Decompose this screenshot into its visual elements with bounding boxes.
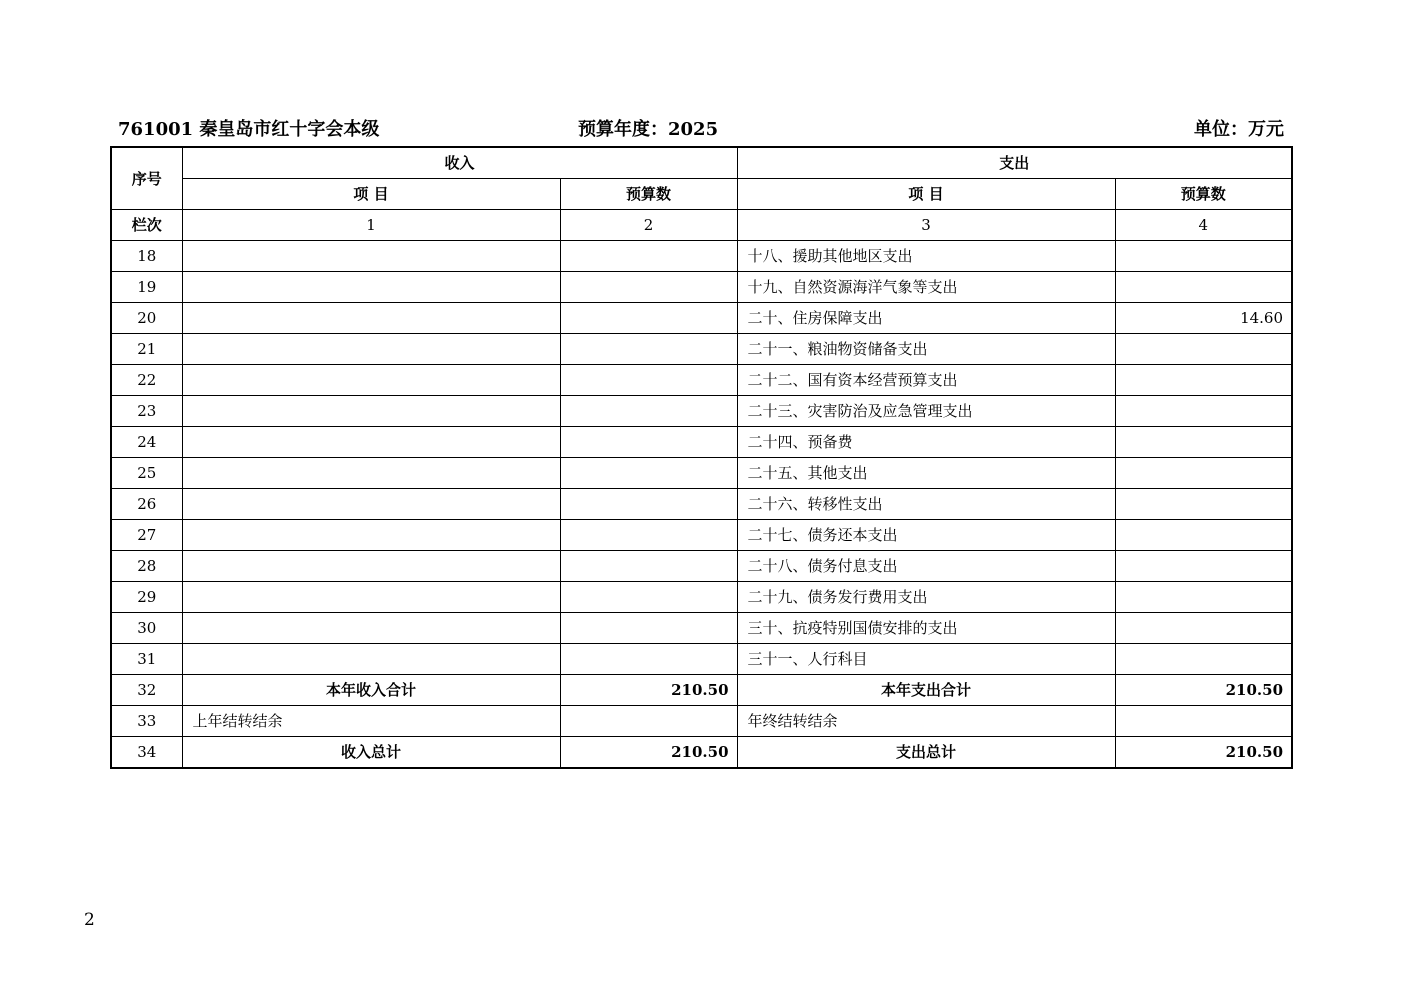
- table-row: [111, 272, 1292, 303]
- expense-amount-cell: 210.50: [1115, 737, 1292, 769]
- income-item-cell: [182, 644, 560, 675]
- expense-item-cell: 年终结转结余: [737, 706, 1115, 737]
- income-item-cell: [182, 365, 560, 396]
- row-seq: 25: [111, 458, 182, 489]
- row-seq: 31: [111, 644, 182, 675]
- table-row: [111, 365, 1292, 396]
- table-row: [111, 396, 1292, 427]
- income-item-cell: [182, 241, 560, 272]
- expense-amount-cell: [1115, 396, 1292, 427]
- expense-amount-cell: [1115, 241, 1292, 272]
- expense-item-cell: 二十四、预备费: [737, 427, 1115, 458]
- income-item-cell: [182, 489, 560, 520]
- expense-amount-cell: [1115, 644, 1292, 675]
- income-amount-cell: [560, 582, 737, 613]
- document-header: [118, 116, 1284, 144]
- income-amount-cell: [560, 613, 737, 644]
- income-budget-header: 预算数: [560, 179, 737, 210]
- currency-unit-label: 单位：万元: [1194, 119, 1284, 140]
- income-amount-cell: [560, 706, 737, 737]
- row-seq: 32: [111, 675, 182, 706]
- row-seq: 20: [111, 303, 182, 334]
- expense-amount-cell: [1115, 613, 1292, 644]
- row-seq: 26: [111, 489, 182, 520]
- table-row: [111, 303, 1292, 334]
- income-item-cell: [182, 613, 560, 644]
- income-amount-cell: [560, 365, 737, 396]
- expense-item-header: 项 目: [737, 179, 1115, 210]
- row-seq: 23: [111, 396, 182, 427]
- expense-amount-cell: [1115, 427, 1292, 458]
- table-row: [111, 489, 1292, 520]
- table-header-row-1: [111, 147, 1292, 179]
- row-seq: 24: [111, 427, 182, 458]
- budget-table: [110, 146, 1293, 769]
- table-row: [111, 644, 1292, 675]
- income-item-cell: 收入总计: [182, 737, 560, 769]
- income-amount-cell: [560, 489, 737, 520]
- expense-item-cell: 二十七、债务还本支出: [737, 520, 1115, 551]
- income-item-cell: 本年收入合计: [182, 675, 560, 706]
- income-amount-cell: [560, 241, 737, 272]
- income-amount-cell: [560, 551, 737, 582]
- table-row: [111, 582, 1292, 613]
- expense-item-cell: 三十、抗疫特别国债安排的支出: [737, 613, 1115, 644]
- income-amount-cell: [560, 272, 737, 303]
- row-seq: 34: [111, 737, 182, 769]
- expense-amount-cell: [1115, 489, 1292, 520]
- column-number: 1: [182, 210, 560, 241]
- table-row: [111, 520, 1292, 551]
- page-number: 2: [84, 910, 95, 930]
- income-item-cell: [182, 520, 560, 551]
- income-item-cell: [182, 427, 560, 458]
- seq-header: 序号: [111, 147, 182, 210]
- income-item-cell: [182, 272, 560, 303]
- income-amount-cell: [560, 396, 737, 427]
- expense-item-cell: 二十三、灾害防治及应急管理支出: [737, 396, 1115, 427]
- income-item-cell: [182, 551, 560, 582]
- expense-amount-cell: [1115, 582, 1292, 613]
- expense-item-cell: 二十二、国有资本经营预算支出: [737, 365, 1115, 396]
- table-row: [111, 458, 1292, 489]
- column-index-label: 栏次: [111, 210, 182, 241]
- income-item-cell: [182, 582, 560, 613]
- expense-item-cell: 二十五、其他支出: [737, 458, 1115, 489]
- expense-amount-cell: 210.50: [1115, 675, 1292, 706]
- income-amount-cell: 210.50: [560, 737, 737, 769]
- income-amount-cell: [560, 458, 737, 489]
- expense-amount-cell: [1115, 272, 1292, 303]
- unit-code-title: 761001 秦皇岛市红十字会本级: [118, 119, 380, 140]
- expense-item-cell: 二十八、债务付息支出: [737, 551, 1115, 582]
- table-row: [111, 737, 1292, 769]
- column-number: 2: [560, 210, 737, 241]
- table-row: [111, 551, 1292, 582]
- expense-item-cell: 二十六、转移性支出: [737, 489, 1115, 520]
- income-item-cell: 上年结转结余: [182, 706, 560, 737]
- row-seq: 19: [111, 272, 182, 303]
- expense-amount-cell: [1115, 520, 1292, 551]
- row-seq: 28: [111, 551, 182, 582]
- column-number: 3: [737, 210, 1115, 241]
- income-item-cell: [182, 396, 560, 427]
- expense-amount-cell: [1115, 551, 1292, 582]
- row-seq: 30: [111, 613, 182, 644]
- table-row: [111, 334, 1292, 365]
- budget-year-label: 预算年度：2025: [578, 119, 719, 140]
- row-seq: 27: [111, 520, 182, 551]
- expense-item-cell: 支出总计: [737, 737, 1115, 769]
- income-amount-cell: [560, 427, 737, 458]
- table-row: [111, 241, 1292, 272]
- expense-item-cell: 十九、自然资源海洋气象等支出: [737, 272, 1115, 303]
- expense-budget-header: 预算数: [1115, 179, 1292, 210]
- income-amount-cell: [560, 644, 737, 675]
- row-seq: 33: [111, 706, 182, 737]
- income-item-header: 项 目: [182, 179, 560, 210]
- expense-item-cell: 二十一、粮油物资储备支出: [737, 334, 1115, 365]
- expense-item-cell: 三十一、人行科目: [737, 644, 1115, 675]
- income-amount-cell: 210.50: [560, 675, 737, 706]
- expense-header: 支出: [737, 147, 1292, 179]
- table-row: [111, 427, 1292, 458]
- expense-item-cell: 二十九、债务发行费用支出: [737, 582, 1115, 613]
- row-seq: 21: [111, 334, 182, 365]
- expense-amount-cell: [1115, 334, 1292, 365]
- row-seq: 29: [111, 582, 182, 613]
- table-row: [111, 675, 1292, 706]
- column-index-row: [111, 210, 1292, 241]
- income-amount-cell: [560, 520, 737, 551]
- expense-item-cell: 十八、援助其他地区支出: [737, 241, 1115, 272]
- expense-item-cell: 本年支出合计: [737, 675, 1115, 706]
- income-amount-cell: [560, 334, 737, 365]
- income-header: 收入: [182, 147, 737, 179]
- row-seq: 22: [111, 365, 182, 396]
- expense-amount-cell: [1115, 365, 1292, 396]
- expense-amount-cell: 14.60: [1115, 303, 1292, 334]
- income-item-cell: [182, 303, 560, 334]
- table-row: [111, 613, 1292, 644]
- income-item-cell: [182, 334, 560, 365]
- row-seq: 18: [111, 241, 182, 272]
- table-row: [111, 706, 1292, 737]
- income-amount-cell: [560, 303, 737, 334]
- column-number: 4: [1115, 210, 1292, 241]
- table-header-row-2: [111, 179, 1292, 210]
- expense-amount-cell: [1115, 706, 1292, 737]
- income-item-cell: [182, 458, 560, 489]
- expense-amount-cell: [1115, 458, 1292, 489]
- expense-item-cell: 二十、住房保障支出: [737, 303, 1115, 334]
